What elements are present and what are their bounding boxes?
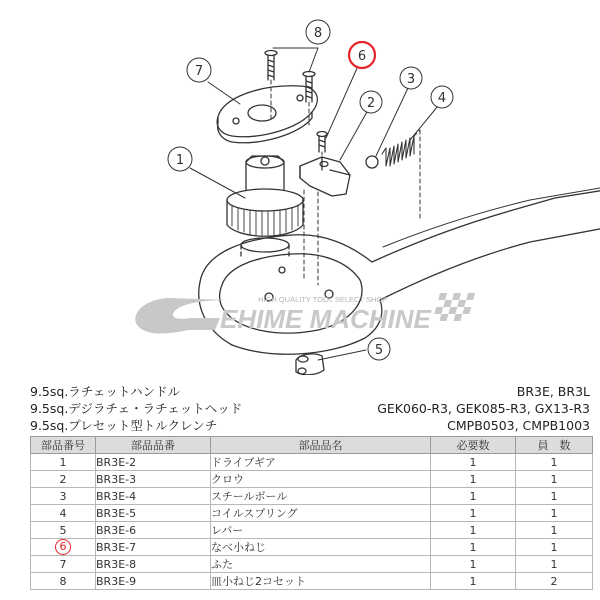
product-line-models: CMPB0503, CMPB1003 [447,418,590,433]
table-row-highlighted [31,539,593,556]
cell-part-number: 4 [31,505,96,522]
svg-text:6: 6 [357,49,367,64]
checkered-flag-icon [432,293,475,321]
product-line-row [30,417,590,434]
cell-quantity: 1 [516,556,593,573]
product-line-models: GEK060-R3, GEK085-R3, GX13-R3 [377,401,590,416]
cell-quantity: 2 [516,573,593,590]
cell-part-name: なべ小ねじ [211,539,431,556]
part-steel-ball [366,156,378,168]
cell-part-number: 3 [31,488,96,505]
table-row [31,556,593,573]
cell-part-code: BR3E-2 [96,454,211,471]
svg-text:4: 4 [437,91,447,106]
compatible-products [30,383,590,434]
svg-text:3: 3 [406,72,416,87]
cell-part-number-highlighted [31,539,96,556]
cell-quantity: 1 [516,539,593,556]
table-row [31,573,593,590]
table-header-row [31,437,593,454]
part-lever [296,354,324,375]
svg-text:7: 7 [194,64,204,79]
cell-part-number: 5 [31,522,96,539]
callout-1 [168,147,192,171]
part-coil-spring [382,130,420,220]
product-line-name: 9.5sq.プレセット型トルクレンチ [30,418,218,433]
cell-quantity: 1 [516,454,593,471]
part-cover [217,86,317,143]
highlight-circle: 6 [55,539,71,555]
cell-part-number: 1 [31,454,96,471]
watermark-logo-text: EHIME MACHINE [220,304,431,334]
part-claw [300,157,350,285]
cell-part-name: コイルスプリング [211,505,431,522]
cell-part-name: ふた [211,556,431,573]
cell-required: 1 [431,454,516,471]
cell-part-name: レバー [211,522,431,539]
cell-required: 1 [431,505,516,522]
svg-text:2: 2 [366,96,376,111]
callout-8 [306,20,330,44]
header-part-code: 部品品番 [96,437,211,454]
cell-part-code: BR3E-7 [96,539,211,556]
cell-required: 1 [431,573,516,590]
watermark-tagline: HIGH QUALITY TOOL SELECT SHOP [258,295,388,304]
product-line-row [30,400,590,417]
callout-3 [400,67,422,89]
cell-part-name: ドライブギア [211,454,431,471]
header-required-count: 必要数 [431,437,516,454]
cell-part-code: BR3E-4 [96,488,211,505]
header-part-number: 部品番号 [31,437,96,454]
callout-4 [431,86,453,108]
cell-part-code: BR3E-5 [96,505,211,522]
cell-part-code: BR3E-8 [96,556,211,573]
table-row [31,471,593,488]
product-line-row [30,383,590,400]
cell-required: 1 [431,539,516,556]
cell-part-name: スチールボール [211,488,431,505]
table-row [31,454,593,471]
cell-required: 1 [431,556,516,573]
part-pan-screw [317,132,327,161]
callout-2 [360,91,382,113]
cell-part-name: 皿小ねじ2コセット [211,573,431,590]
cell-quantity: 1 [516,505,593,522]
svg-text:8: 8 [313,26,323,41]
svg-text:1: 1 [175,153,185,168]
header-quantity: 員 数 [516,437,593,454]
cell-quantity: 1 [516,488,593,505]
cell-part-number: 7 [31,556,96,573]
header-part-name: 部品品名 [211,437,431,454]
product-line-name: 9.5sq.ラチェットハンドル [30,384,181,399]
parts-table [30,436,593,590]
callout-6 [349,42,375,68]
callout-5 [368,338,390,360]
cell-part-code: BR3E-6 [96,522,211,539]
cell-part-code: BR3E-3 [96,471,211,488]
cell-part-number: 2 [31,471,96,488]
cell-part-code: BR3E-9 [96,573,211,590]
table-row [31,522,593,539]
cell-part-number: 8 [31,573,96,590]
cell-part-name: クロウ [211,471,431,488]
cell-quantity: 1 [516,471,593,488]
watermark-logo [135,293,475,334]
cell-required: 1 [431,471,516,488]
cell-quantity: 1 [516,522,593,539]
callout-7 [187,58,211,82]
product-line-models: BR3E, BR3L [516,384,590,399]
cell-required: 1 [431,522,516,539]
product-line-name: 9.5sq.デジラチェ・ラチェットヘッド [30,401,243,416]
table-row [31,505,593,522]
svg-text:5: 5 [374,343,384,358]
table-row [31,488,593,505]
cell-required: 1 [431,488,516,505]
